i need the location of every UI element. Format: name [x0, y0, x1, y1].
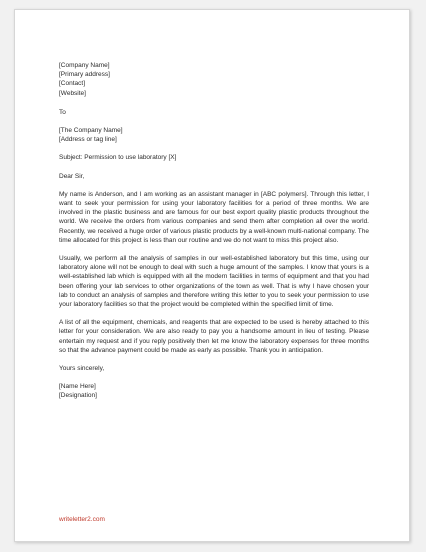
recipient-block [59, 108, 369, 145]
sender-block [59, 61, 369, 98]
salutation: Dear Sir, [59, 172, 85, 180]
recipient-to-label: To [59, 108, 66, 116]
watermark-footer: writeletter2.com [59, 516, 105, 523]
letter-content [59, 61, 369, 401]
subject-line: Subject: Permission to use laboratory [X] [59, 154, 177, 162]
signature-block [59, 382, 369, 400]
closing: Yours sincerely, [59, 365, 105, 373]
signature-name: [Name Here] [59, 383, 96, 391]
sender-contact: [Contact] [59, 80, 86, 88]
signature-designation: [Designation] [59, 392, 97, 400]
body-paragraph-2: Usually, we perform all the analysis of samples in our well-established laboratory but this time, using our laboratory alone will not be enough to deal with such a huge amount of the samples. I know that yours is a well-established lab which is equipped with all the modern facilities in terms of equipment and that you had been offering your lab services to other organizations of the town as well. That is why I have chosen your lab to conduct an analysis of samples and therefore writing this letter to you to seek your permission to use your laboratory facilities so that the project would be completed within the specified limit of time. [59, 255, 369, 309]
letter-page [14, 9, 410, 542]
sender-company-name: [Company Name] [59, 62, 110, 69]
body-paragraph-3: A list of all the equipment, chemicals, and reagents that are expected to be used is hereby attached to this letter for your consideration. We are also ready to pay you a handsome amount in lieu of testing. Please entertain my request and if you reply positively then let me know the laboratory expenses for three months so that the advance payment could be made as early as possible. Thank you in anticipation. [59, 319, 369, 354]
recipient-company-name: [The Company Name] [59, 127, 123, 135]
recipient-address: [Address or tag line] [59, 136, 117, 144]
body-paragraph-1: My name is Anderson, and I am working as an assistant manager in [ABC polymers]. Through this letter, I want to seek your permission for using your laboratory facilities for a period of three months. We are involved in the plastic business and are famous for our best export quality plastic products throughout the world. We receive the orders from various companies and send them after completion all over the world. Recently, we received a huge order of various plastic products by a well-known multi-national company. The time allocated for this project is less than our routine and we do not want to miss this project also. [59, 190, 369, 244]
sender-primary-address: [Primary address] [59, 71, 110, 79]
sender-website: [Website] [59, 89, 86, 97]
